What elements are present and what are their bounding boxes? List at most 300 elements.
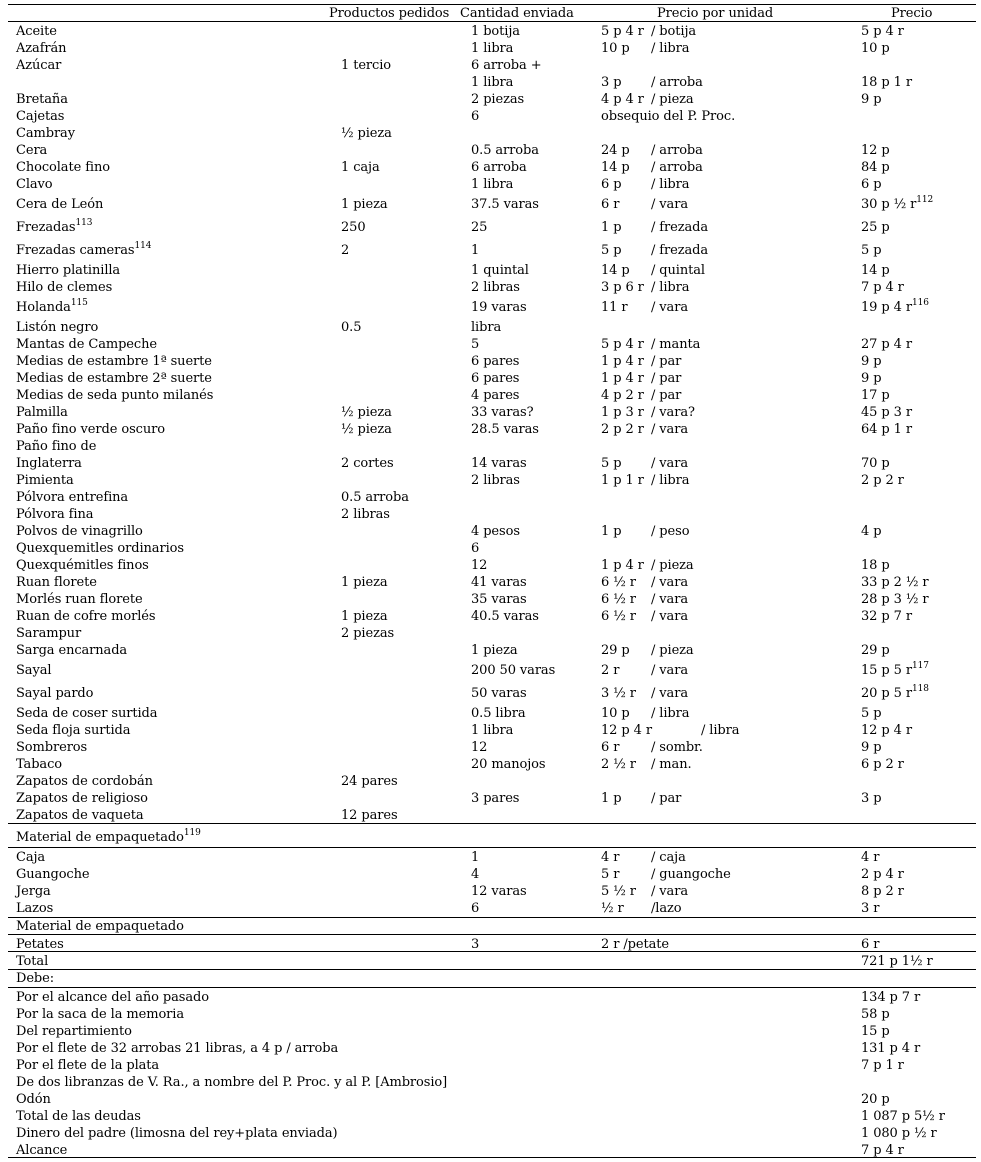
product-unit: / pieza — [651, 643, 694, 658]
product-name-text: Bretaña — [16, 92, 68, 107]
debt-amount: 58 p — [861, 1007, 890, 1022]
product-sent: 12 — [471, 558, 488, 573]
product-name — [16, 540, 184, 557]
product-unit-price: 29 p — [601, 643, 630, 658]
packaging2-title: Material de empaquetado — [16, 919, 184, 934]
product-price — [861, 455, 890, 472]
debt-row — [0, 1040, 981, 1057]
product-name — [16, 506, 93, 523]
debe-title-row — [0, 970, 981, 987]
packaging-name: Jerga — [16, 884, 51, 899]
product-name-text: Zapatos de religioso — [16, 791, 148, 806]
product-name — [16, 591, 143, 608]
product-sent: 6 arroba + — [471, 58, 542, 73]
product-ordered: 2 cortes — [341, 456, 394, 471]
debt-label: Del repartimiento — [16, 1024, 132, 1039]
product-unit-price: 3 ½ r — [601, 686, 636, 701]
total-label: Total — [16, 954, 49, 969]
debt-amount: 7 p 1 r — [861, 1058, 904, 1073]
product-name — [16, 790, 148, 807]
product-name-text: Ruan de cofre morlés — [16, 609, 156, 624]
footnote-ref: 115 — [70, 298, 88, 308]
product-price-text: 64 p 1 r — [861, 422, 912, 437]
product-name — [16, 472, 74, 489]
product-unit-price: 1 p 4 r — [601, 558, 644, 573]
product-sent: 0.5 arroba — [471, 143, 539, 158]
product-price-text: 27 p 4 r — [861, 337, 912, 352]
product-sent: 1 quintal — [471, 263, 529, 278]
product-unit-price: 2 ½ r — [601, 757, 636, 772]
product-row — [0, 57, 981, 74]
product-ordered: 12 pares — [341, 808, 398, 823]
product-price — [861, 574, 928, 591]
product-name — [16, 739, 87, 756]
product-name — [16, 23, 57, 40]
debt-label: Total de las deudas — [16, 1109, 141, 1124]
product-unit: / par — [651, 791, 682, 806]
product-name-text: Palmilla — [16, 405, 68, 420]
product-name — [16, 387, 213, 404]
product-row — [0, 455, 981, 472]
product-name — [16, 353, 212, 370]
product-name-text: Frezadas cameras — [16, 243, 135, 258]
product-unit: / vara — [651, 422, 688, 437]
product-name-text: Mantas de Campeche — [16, 337, 157, 352]
product-sent: 4 pesos — [471, 524, 520, 539]
product-price-text: 18 p 1 r — [861, 75, 912, 90]
product-name-text: Chocolate fino — [16, 160, 110, 175]
product-price — [861, 74, 912, 91]
product-name — [16, 279, 112, 296]
product-price — [861, 404, 912, 421]
product-unit: / libra — [651, 41, 690, 56]
product-name — [16, 685, 93, 702]
product-row — [0, 642, 981, 659]
product-sent: 35 varas — [471, 592, 527, 607]
product-name — [16, 404, 68, 421]
product-unit-price: 6 ½ r — [601, 592, 636, 607]
product-row — [0, 790, 981, 807]
product-price-text: 15 p 5 r — [861, 663, 912, 678]
product-row — [0, 262, 981, 279]
product-unit: / man. — [651, 757, 692, 772]
product-unit: / vara? — [651, 405, 695, 420]
header-row — [0, 5, 981, 22]
packaging-row — [0, 849, 981, 866]
product-name — [16, 722, 130, 739]
product-price-text: 45 p 3 r — [861, 405, 912, 420]
packaging-row — [0, 866, 981, 883]
product-name-text: Azafrán — [16, 41, 67, 56]
product-sent: 1 pieza — [471, 643, 518, 658]
product-price-text: 28 p 3 ½ r — [861, 592, 929, 607]
product-price-text: 32 p 7 r — [861, 609, 912, 624]
product-unit: / vara — [651, 609, 688, 624]
product-name — [16, 807, 144, 824]
debt-row — [0, 1006, 981, 1023]
product-name — [16, 557, 149, 574]
product-unit-price: 10 p — [601, 41, 630, 56]
product-price — [861, 705, 881, 722]
product-ordered: 0.5 arroba — [341, 490, 409, 505]
product-row — [0, 159, 981, 176]
product-price — [861, 242, 881, 259]
product-ordered: 24 pares — [341, 774, 398, 789]
product-unit-price: 6 ½ r — [601, 609, 636, 624]
product-name — [16, 336, 157, 353]
product-price-text: 12 p 4 r — [861, 723, 912, 738]
product-unit-price: 4 p 4 r — [601, 92, 644, 107]
debt-label: Odón — [16, 1092, 51, 1107]
product-sent: 40.5 varas — [471, 609, 539, 624]
product-unit-price: 2 r — [601, 663, 620, 678]
product-unit-price: 1 p 4 r — [601, 371, 644, 386]
product-row — [0, 739, 981, 756]
product-name-text: Aceite — [16, 24, 57, 39]
packaging2-item-sent: 3 — [471, 937, 480, 952]
product-name-text: Hilo de clemes — [16, 280, 113, 295]
packaging-sent: 12 varas — [471, 884, 527, 899]
packaging2-item-unit: 2 r /petate — [601, 937, 669, 952]
product-name — [16, 40, 66, 57]
packaging-name: Caja — [16, 850, 46, 865]
debt-amount: 134 p 7 r — [861, 990, 921, 1005]
product-price-text: 4 p — [861, 524, 882, 539]
product-unit-price: 6 ½ r — [601, 575, 636, 590]
product-unit-price: obsequio del P. Proc. — [601, 109, 736, 124]
product-name — [16, 262, 120, 279]
product-name-text: Sarampur — [16, 626, 82, 641]
header-unit-price: Precio por unidad — [657, 6, 774, 21]
product-price — [861, 219, 890, 236]
debt-amount: 1 080 p ½ r — [861, 1126, 937, 1141]
product-name-text: Pimienta — [16, 473, 74, 488]
product-name — [16, 642, 127, 659]
debt-row — [0, 1108, 981, 1125]
product-ordered: 2 — [341, 243, 350, 258]
product-name-text: Morlés ruan florete — [16, 592, 143, 607]
total-row — [0, 953, 981, 970]
product-price — [861, 279, 904, 296]
product-row — [0, 705, 981, 722]
debt-row — [0, 1091, 981, 1108]
total-top-rule — [8, 951, 976, 952]
footnote-ref: 112 — [916, 195, 934, 205]
product-name-text: Clavo — [16, 177, 53, 192]
packaging-row — [0, 883, 981, 900]
product-name — [16, 523, 143, 540]
product-price — [861, 387, 890, 404]
product-sent: 28.5 varas — [471, 422, 539, 437]
product-price-text: 5 p 4 r — [861, 24, 904, 39]
packaging-unit: / guangoche — [651, 867, 731, 882]
product-unit-price: 1 p 3 r — [601, 405, 644, 420]
product-sent: 25 — [471, 220, 488, 235]
product-name-text: Cambray — [16, 126, 75, 141]
debt-amount: 7 p 4 r — [861, 1143, 904, 1158]
product-unit-price: 12 p 4 r — [601, 723, 652, 738]
product-name — [16, 489, 128, 506]
product-name-text: Zapatos de cordobán — [16, 774, 153, 789]
product-price — [861, 608, 912, 625]
product-ordered: ½ pieza — [341, 422, 392, 437]
product-row — [0, 125, 981, 142]
debt-label: Por el flete de la plata — [16, 1058, 160, 1073]
product-price — [861, 756, 904, 773]
product-name-text: Azúcar — [16, 58, 62, 73]
packaging-unit: / caja — [651, 850, 686, 865]
product-name-text: Seda floja surtida — [16, 723, 131, 738]
product-name — [16, 125, 75, 142]
product-sent: 1 libra — [471, 41, 514, 56]
product-name-text: Listón negro — [16, 320, 99, 335]
product-unit: / frezada — [651, 243, 709, 258]
packaging-unit-price: 4 r — [601, 850, 620, 865]
product-unit-price: 14 p — [601, 160, 630, 175]
product-row — [0, 370, 981, 387]
product-name-text: Zapatos de vaqueta — [16, 808, 144, 823]
product-sent: 50 varas — [471, 686, 527, 701]
product-row — [0, 421, 981, 438]
product-row — [0, 722, 981, 739]
packaging-unit-price: ½ r — [601, 901, 624, 916]
product-unit-price: 6 r — [601, 197, 620, 212]
product-price — [861, 722, 912, 739]
product-unit: / vara — [651, 663, 688, 678]
product-price — [861, 23, 904, 40]
footnote-ref: 117 — [911, 661, 929, 671]
product-price — [861, 40, 890, 57]
product-unit-price: 6 p — [601, 177, 622, 192]
product-name — [16, 455, 82, 472]
product-row — [0, 196, 981, 213]
product-unit: / libra — [651, 473, 690, 488]
product-unit-price: 5 p 4 r — [601, 337, 644, 352]
product-price-text: 84 p — [861, 160, 890, 175]
product-row — [0, 523, 981, 540]
product-price-text: 17 p — [861, 388, 890, 403]
product-unit-price: 3 p — [601, 75, 622, 90]
product-ordered: 2 libras — [341, 507, 390, 522]
product-row — [0, 489, 981, 506]
product-sent: 6 — [471, 109, 480, 124]
product-price-text: 18 p — [861, 558, 890, 573]
product-row — [0, 756, 981, 773]
product-price — [861, 353, 881, 370]
packaging-unit-price: 5 ½ r — [601, 884, 636, 899]
header-price: Precio — [891, 6, 933, 21]
debt-row — [0, 1074, 981, 1091]
product-unit: / vara — [651, 686, 688, 701]
product-row — [0, 40, 981, 57]
product-name-text: Pólvora entrefina — [16, 490, 129, 505]
product-name-text: Ruan florete — [16, 575, 97, 590]
product-sent: 20 manojos — [471, 757, 546, 772]
packaging2-item-name: Petates — [16, 937, 64, 952]
product-unit: / vara — [651, 592, 688, 607]
product-name — [16, 108, 64, 125]
product-sent: 12 — [471, 740, 488, 755]
bottom-rule — [8, 1157, 976, 1158]
product-unit: / manta — [651, 337, 701, 352]
product-price-text: 9 p — [861, 354, 882, 369]
product-row — [0, 506, 981, 523]
debt-amount: 1 087 p 5½ r — [861, 1109, 945, 1124]
product-name — [16, 608, 155, 625]
product-ordered: 2 piezas — [341, 626, 395, 641]
product-sent: 14 varas — [471, 456, 527, 471]
product-unit-price: 2 p 2 r — [601, 422, 644, 437]
product-sent: 0.5 libra — [471, 706, 526, 721]
product-row — [0, 387, 981, 404]
product-price-text: 33 p 2 ½ r — [861, 575, 929, 590]
product-unit: / quintal — [651, 263, 705, 278]
product-price-text: 9 p — [861, 740, 882, 755]
product-name-text: Cajetas — [16, 109, 65, 124]
product-row — [0, 242, 981, 259]
product-unit: / libra — [701, 723, 740, 738]
product-price — [861, 299, 929, 316]
debt-label: Por el flete de 32 arrobas 21 libras, a 4 p / arroba — [16, 1041, 339, 1056]
product-unit-price: 11 r — [601, 300, 628, 315]
product-sent: 5 — [471, 337, 480, 352]
product-name-text: Sayal — [16, 663, 52, 678]
product-name — [16, 57, 61, 74]
footnote-ref: 114 — [134, 241, 152, 251]
product-unit: / vara — [651, 456, 688, 471]
product-sent: 2 piezas — [471, 92, 525, 107]
product-name — [16, 91, 68, 108]
product-price-text: 10 p — [861, 41, 890, 56]
product-name-text: Sombreros — [16, 740, 88, 755]
product-row — [0, 319, 981, 336]
product-name-text: Cera — [16, 143, 48, 158]
product-sent: 1 botija — [471, 24, 520, 39]
product-unit: / par — [651, 388, 682, 403]
product-unit-price: 3 p 6 r — [601, 280, 644, 295]
product-unit-price: 5 p — [601, 456, 622, 471]
product-name — [16, 319, 98, 336]
product-row — [0, 23, 981, 40]
product-price — [861, 142, 890, 159]
product-row — [0, 685, 981, 702]
debt-label: De dos libranzas de V. Ra., a nombre del P. Proc. y al P. [Ambrosio] — [16, 1075, 448, 1090]
product-price-text: 6 p — [861, 177, 882, 192]
product-price — [861, 262, 890, 279]
product-row — [0, 540, 981, 557]
header-sent: Cantidad enviada — [460, 6, 574, 21]
product-unit: / arroba — [651, 75, 703, 90]
product-sent: 2 libras — [471, 473, 520, 488]
product-sent: 1 libra — [471, 723, 514, 738]
product-sent: libra — [471, 320, 502, 335]
product-unit: / vara — [651, 300, 688, 315]
product-price-text: 9 p — [861, 371, 882, 386]
product-unit-price: 24 p — [601, 143, 630, 158]
product-ordered: 1 pieza — [341, 609, 388, 624]
product-row — [0, 219, 981, 236]
product-name-text: Frezadas — [16, 220, 76, 235]
product-ordered: 1 pieza — [341, 197, 388, 212]
product-name — [16, 438, 96, 455]
product-price-text: 2 p 2 r — [861, 473, 904, 488]
product-ordered: 1 tercio — [341, 58, 392, 73]
product-name-text: Medias de estambre 1ª suerte — [16, 354, 212, 369]
product-row — [0, 299, 981, 316]
product-name — [16, 756, 62, 773]
product-unit-price: 1 p — [601, 220, 622, 235]
product-row — [0, 608, 981, 625]
product-price — [861, 196, 933, 213]
product-price — [861, 159, 890, 176]
packaging-price: 3 r — [861, 901, 880, 916]
product-unit: / libra — [651, 706, 690, 721]
product-price-text: 5 p — [861, 706, 882, 721]
product-row — [0, 662, 981, 679]
product-price-text: 9 p — [861, 92, 882, 107]
product-row — [0, 142, 981, 159]
packaging-unit-price: 5 r — [601, 867, 620, 882]
product-price — [861, 685, 929, 702]
product-price — [861, 739, 881, 756]
product-row — [0, 108, 981, 125]
product-ordered: 0.5 — [341, 320, 362, 335]
product-sent: 37.5 varas — [471, 197, 539, 212]
product-ordered: 1 pieza — [341, 575, 388, 590]
product-name-text: Sayal pardo — [16, 686, 94, 701]
product-unit: / arroba — [651, 143, 703, 158]
product-sent: 41 varas — [471, 575, 527, 590]
product-row — [0, 472, 981, 489]
product-price — [861, 642, 890, 659]
footnote-ref: 118 — [911, 684, 929, 694]
debt-row — [0, 1125, 981, 1142]
packaging-price: 8 p 2 r — [861, 884, 904, 899]
product-name — [16, 176, 53, 193]
product-price — [861, 336, 912, 353]
debt-row — [0, 1023, 981, 1040]
debt-row — [0, 1057, 981, 1074]
product-price — [861, 790, 881, 807]
product-sent: 3 pares — [471, 791, 520, 806]
product-sent: 1 libra — [471, 177, 514, 192]
packaging-row — [0, 900, 981, 917]
debe-title-rule — [8, 987, 976, 988]
product-unit-price: 4 p 2 r — [601, 388, 644, 403]
product-name-text: Sarga encarnada — [16, 643, 128, 658]
product-sent: 2 libras — [471, 280, 520, 295]
product-row — [0, 773, 981, 790]
product-unit-price: 5 p — [601, 243, 622, 258]
packaging1-title: Material de empaquetado$^{119}$ — [16, 828, 201, 845]
product-sent: 200 50 varas — [471, 663, 556, 678]
product-sent: 6 arroba — [471, 160, 527, 175]
debt-label: Por la saca de la memoria — [16, 1007, 185, 1022]
product-name-text: Medias de estambre 2ª suerte — [16, 371, 212, 386]
product-name-text: Quexquémitles finos — [16, 558, 149, 573]
product-name — [16, 662, 51, 679]
product-row — [0, 404, 981, 421]
debt-label: Dinero del padre (limosna del rey+plata enviada) — [16, 1126, 338, 1141]
product-price-text: 20 p 5 r — [861, 686, 912, 701]
product-unit: / arroba — [651, 160, 703, 175]
product-unit-price: 14 p — [601, 263, 630, 278]
product-row — [0, 91, 981, 108]
packaging-price: 2 p 4 r — [861, 867, 904, 882]
product-price-text: 29 p — [861, 643, 890, 658]
packaging1-top-rule — [8, 823, 976, 824]
product-unit: / vara — [651, 575, 688, 590]
